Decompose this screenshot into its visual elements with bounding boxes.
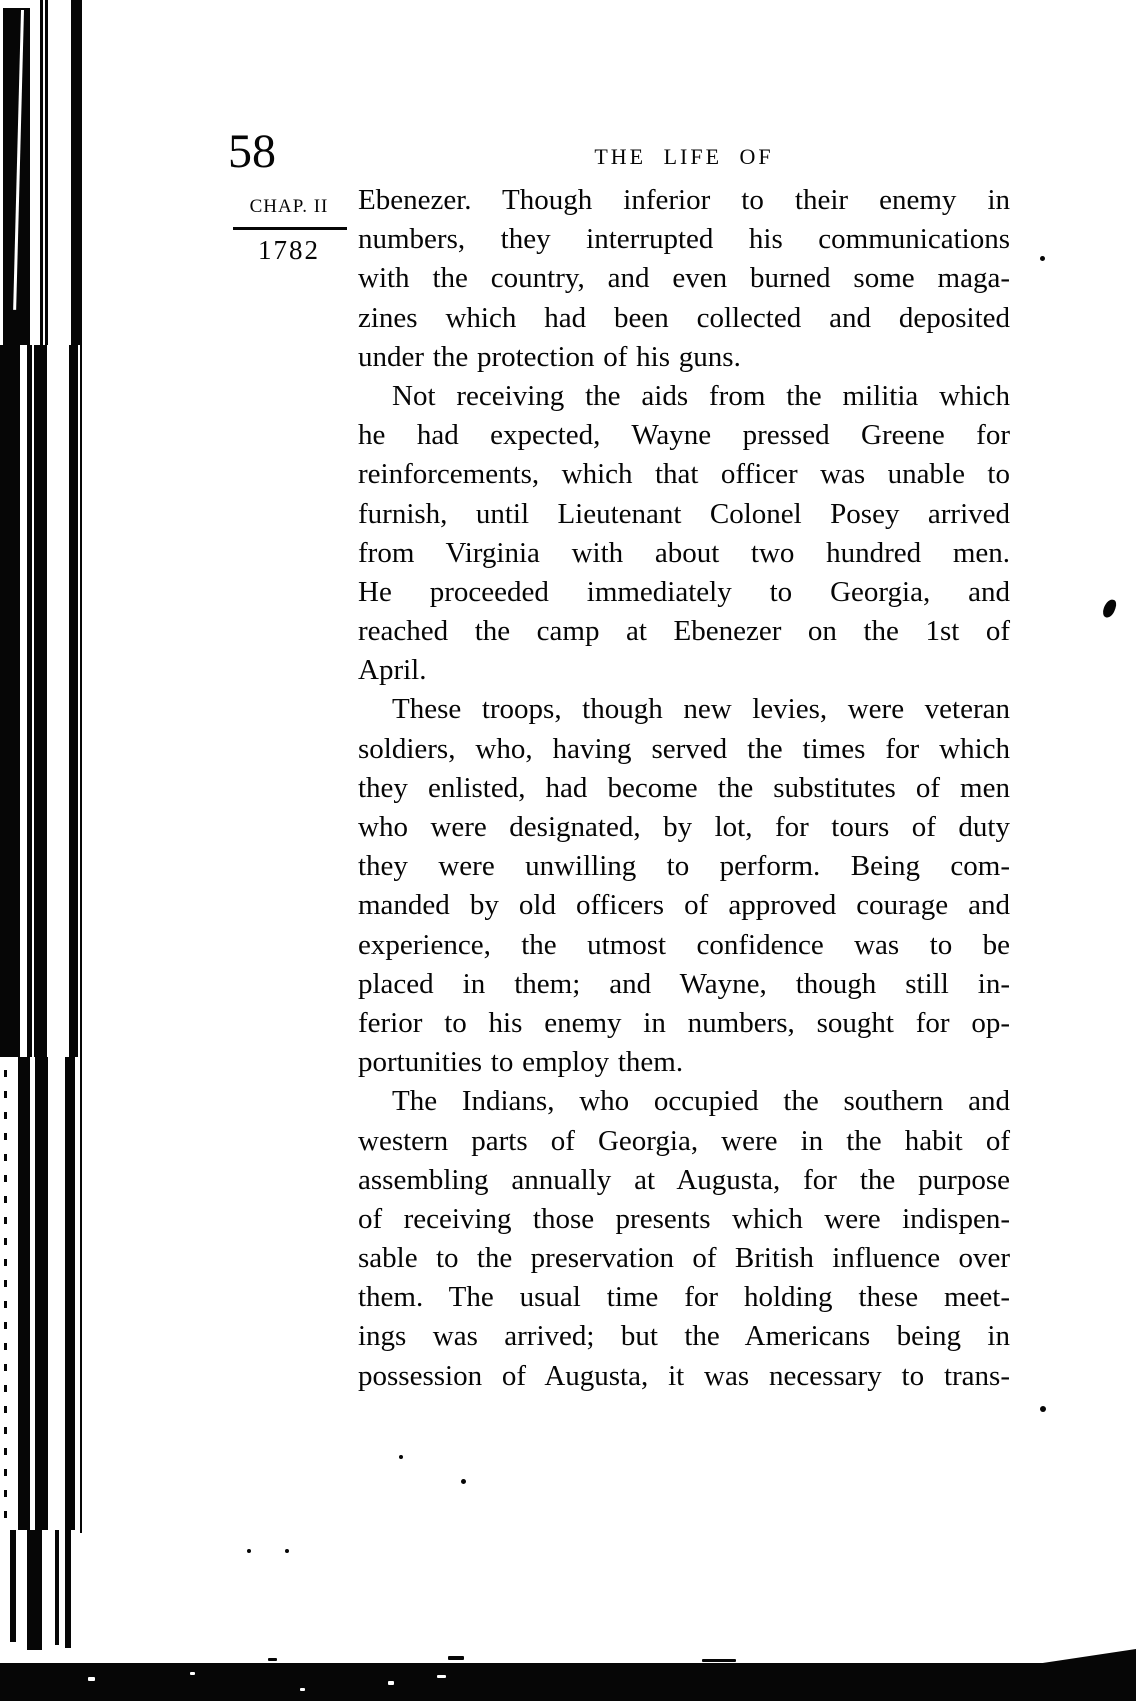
scan-bar [18,1057,30,1530]
scan-bar [35,1057,48,1530]
text-line: he had expected, Wayne pressed Greene for [358,419,1010,452]
scan-bar-gap [32,345,34,1057]
paper-speck [88,1677,95,1681]
body-text [358,181,1010,1396]
ink-speck [247,1549,251,1553]
scan-bar [10,1530,16,1642]
text-line: Not receiving the aids from the militia which [392,379,1010,412]
ink-speck [461,1479,466,1484]
year-label: 1782 [258,235,320,265]
scan-bar [65,1057,75,1530]
text-line: them. The usual time for holding these meet- [358,1281,1010,1314]
scan-bar [55,1530,59,1645]
scan-bottom-bar-edge [1036,1649,1136,1664]
paper-speck [300,1688,305,1691]
ink-speck [1040,1406,1046,1412]
text-line: experience, the utmost confidence was to be [358,928,1010,961]
text-line: western parts of Georgia, were in the habit of [358,1124,1010,1157]
running-header: THE LIFE OF [594,144,774,169]
text-line: soldiers, who, having served the times for which [358,732,1010,765]
ink-speck [268,1658,277,1661]
scan-bar [40,0,43,345]
scan-bar [80,0,82,1533]
paper-speck [437,1675,446,1678]
ink-speck [1040,256,1045,261]
text-line: ings was arrived; but the Americans being in [358,1320,1010,1353]
text-line: placed in them; and Wayne, though still in- [358,967,1010,1000]
scan-bar [27,345,47,1057]
scan-bar [65,1530,71,1648]
text-line: numbers, they interrupted his communications [358,223,1010,256]
text-line: The Indians, who occupied the southern and [392,1085,1010,1118]
ink-speck [285,1549,289,1553]
page-number: 58 [228,125,276,178]
scan-bottom-bar [0,1663,1136,1701]
text-line: manded by old officers of approved courage and [358,889,1010,922]
text-line: under the protection of his guns. [358,340,741,373]
text-line: of receiving those presents which were indispen- [358,1202,1010,1235]
text-line: ferior to his enemy in numbers, sought for op- [358,1006,1010,1039]
text-line: furnish, until Lieutenant Colonel Posey arrived [358,497,1010,530]
ink-blot [1101,598,1118,620]
scan-bar [0,345,20,1057]
chapter-year-divider [233,227,347,230]
text-line: reached the camp at Ebenezer on the 1st of [358,615,1010,648]
text-line: sable to the preservation of British influence over [358,1242,1010,1275]
text-line: Ebenezer. Though inferior to their enemy in [358,184,1010,216]
ink-speck [702,1659,736,1662]
text-line: they enlisted, had become the substitutes of men [358,771,1010,804]
text-line: reinforcements, which that officer was unable to [358,458,1010,491]
text-line: assembling annually at Augusta, for the purpose [358,1163,1010,1196]
paper-speck [388,1681,394,1685]
text-line: from Virginia with about two hundred men. [358,536,1010,569]
ink-speck [448,1656,464,1660]
scan-bar [45,0,48,345]
text-line: portunities to employ them. [358,1046,684,1079]
text-line: April. [358,654,427,687]
ink-speck [399,1455,403,1459]
scan-bar [27,1530,42,1650]
text-line: zines which had been collected and deposited [358,301,1010,334]
scan-bar [69,345,78,1057]
paper-speck [190,1672,195,1675]
text-line: These troops, though new levies, were veteran [392,693,1010,726]
text-line: He proceeded immediately to Georgia, and [358,575,1010,608]
text-line: who were designated, by lot, for tours of duty [358,811,1010,843]
text-line: with the country, and even burned some maga- [358,262,1010,295]
text-line: possession of Augusta, it was necessary to trans- [358,1359,1010,1392]
scan-dashed-line [4,860,7,1532]
chapter-label: CHAP. II [249,196,329,217]
text-line: they were unwilling to perform. Being com- [358,850,1010,883]
